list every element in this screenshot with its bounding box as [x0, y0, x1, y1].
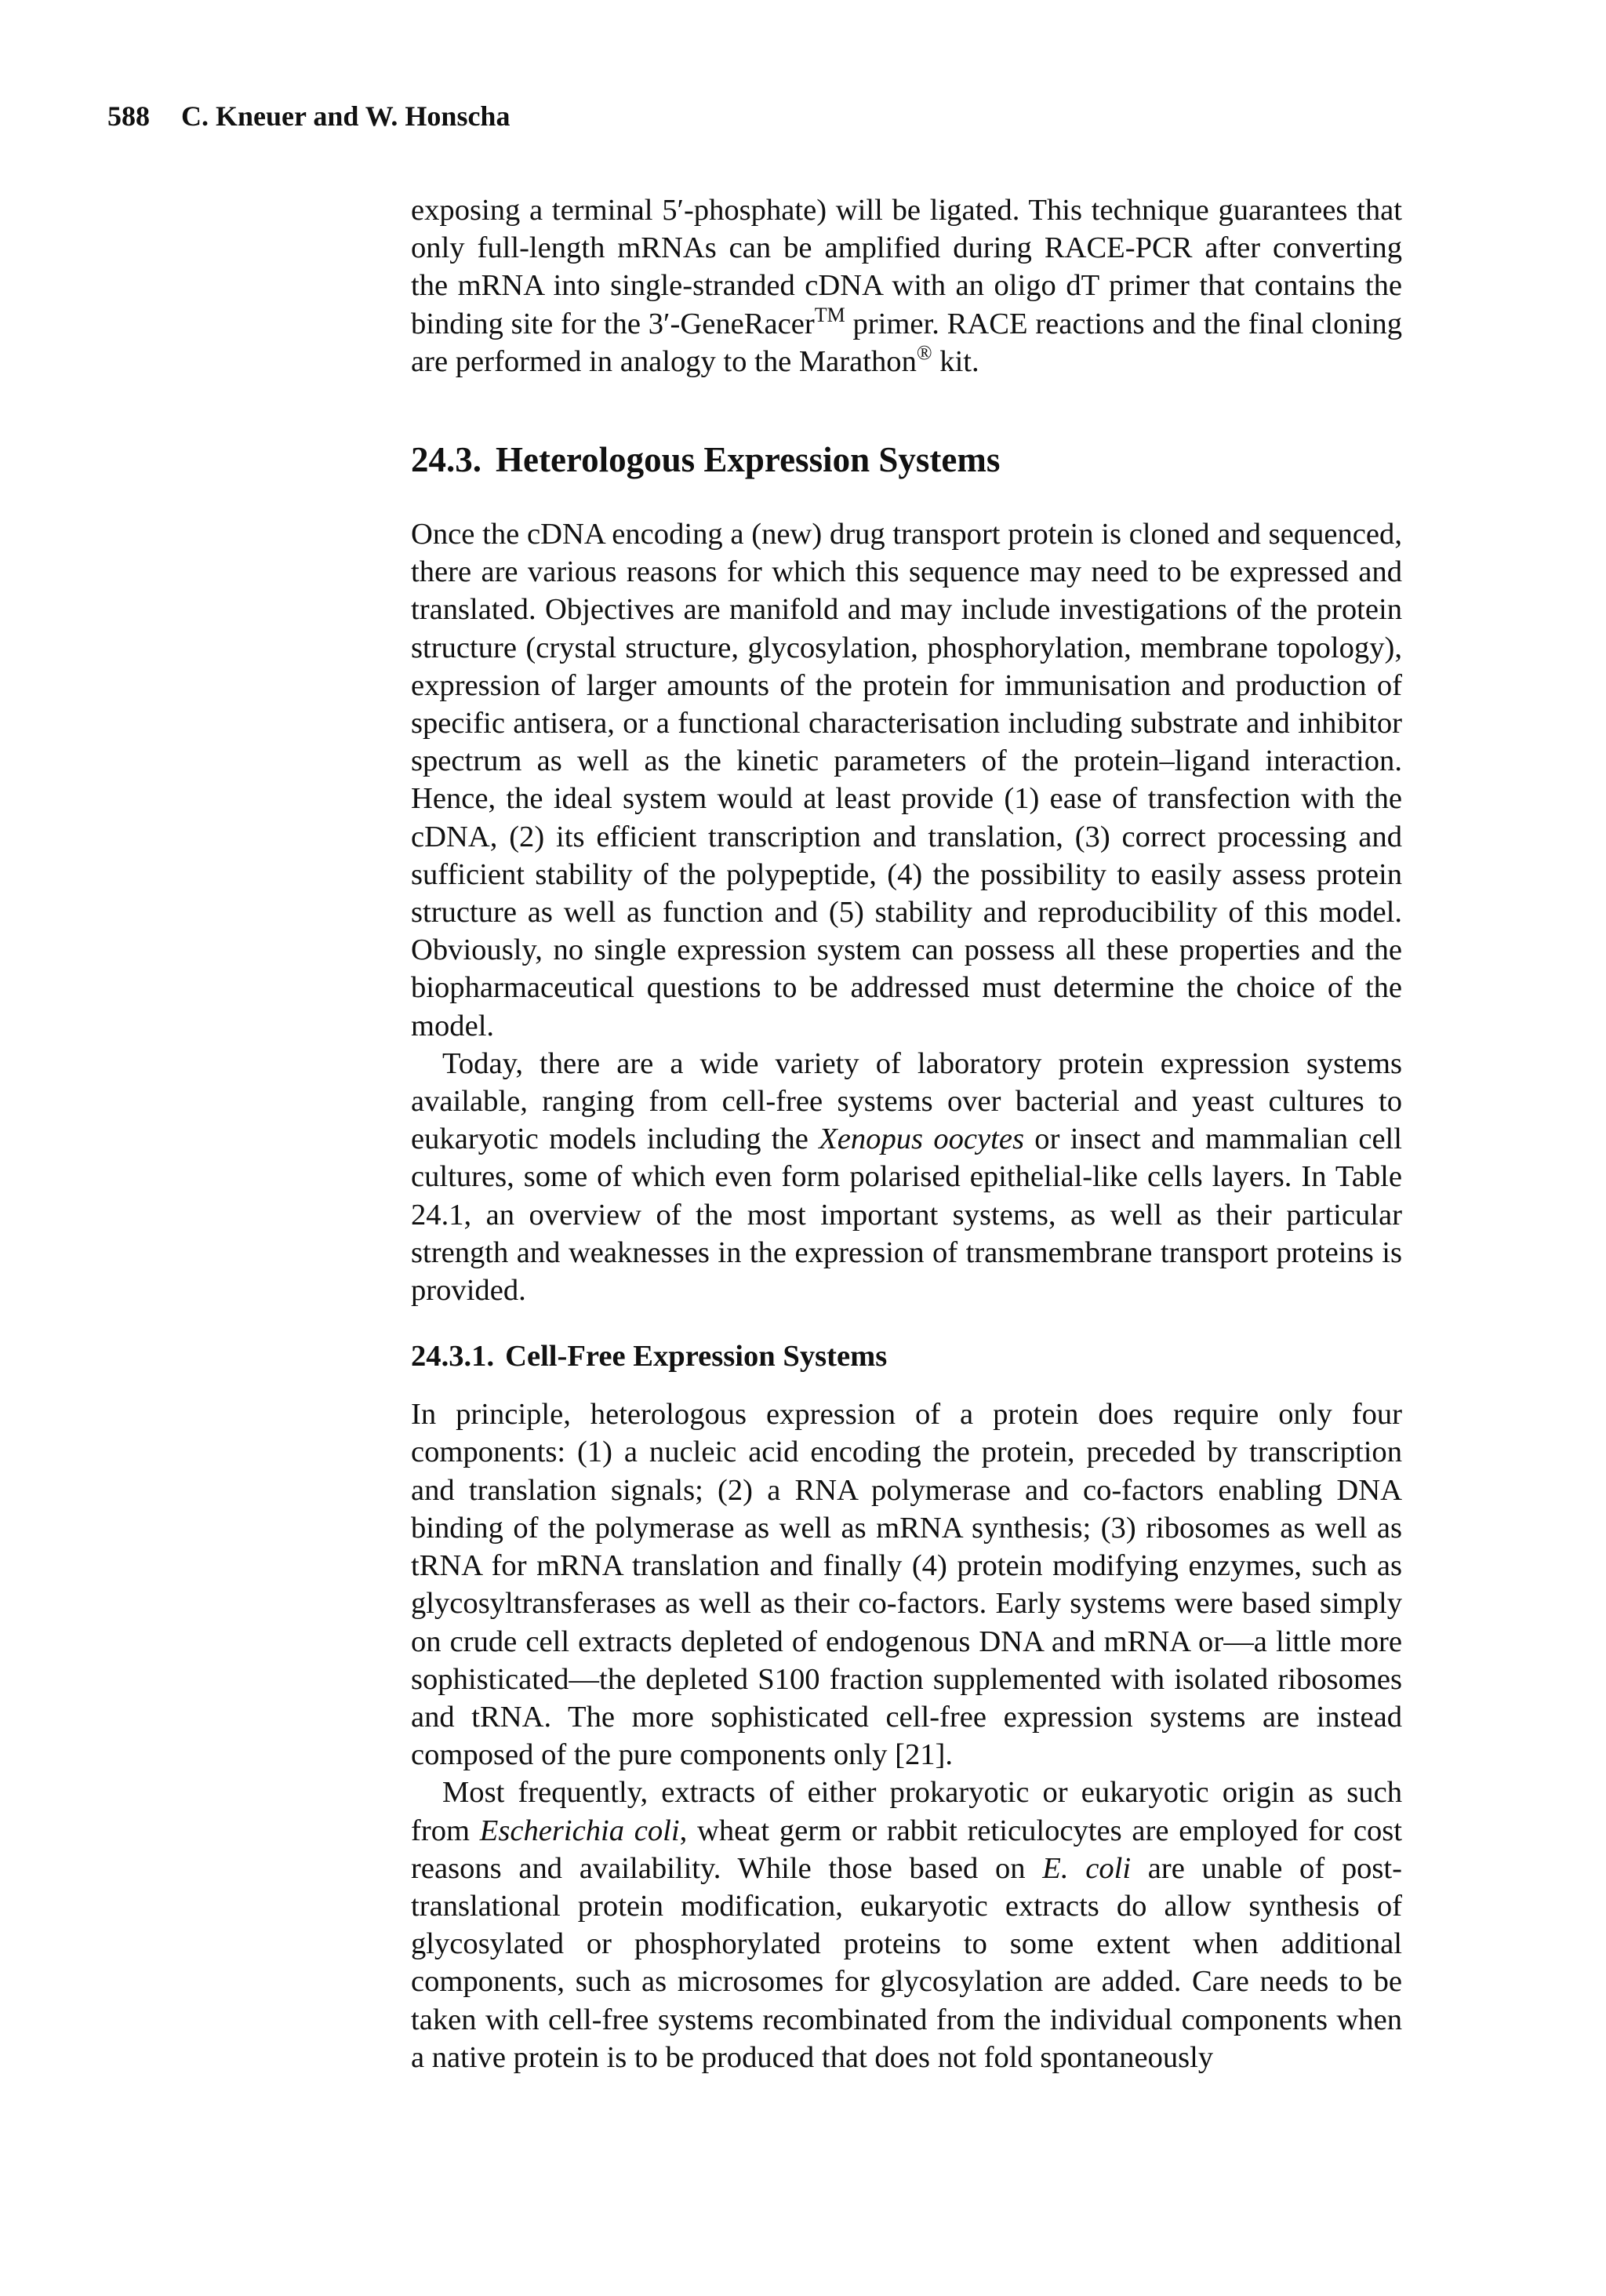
running-head [107, 100, 510, 133]
subsection-number: 24.3.1. [411, 1340, 495, 1374]
text-run: primer. RACE reactions and the final cloning are performed in analogy to the Marathon [411, 307, 1403, 378]
paragraph-continued [411, 191, 1402, 380]
text-run: , wheat germ or rabbit reticulocytes are employed for cost reasons and availability. While those based on [411, 1814, 1402, 1885]
text-run: Most frequently, extracts of either prokaryotic or eukaryotic origin as such from [411, 1776, 1402, 1847]
paragraph [411, 1774, 1402, 2076]
paragraph: Once the cDNA encoding a (new) drug transport protein is cloned and sequenced, there are various reasons for which this sequence may need to be expressed and translated. Objectives are manifold and may include investigations of the protein structure (crystal structure, glycosylation, phosphorylation, membrane topology), expression of larger amounts of the protein for immunisation and production of specific antisera, or a functional characterisation including substrate and inhibitor spectrum as well as the kinetic parameters of the protein–ligand interaction. Hence, the ideal system would at least provide (1) ease of transfection with the cDNA, (2) its efficient transcription and translation, (3) correct processing and sufficient stability of the polypeptide, (4) the possibility to easily assess protein structure as well as function and (5) stability and reproducibility of this model. Obviously, no single expression system can possess all these properties and the biopharmaceutical questions to be addressed must determine the choice of the model. [411, 518, 1402, 1042]
italic-term: E. coli [1042, 1851, 1132, 1885]
body-text [411, 191, 1402, 2076]
trademark-superscript: TM [814, 303, 845, 326]
italic-term: Xenopus oocytes [819, 1123, 1025, 1156]
page-number: 588 [107, 100, 150, 132]
italic-term: Escherichia coli [479, 1814, 680, 1847]
section-heading [411, 438, 1402, 481]
text-run: kit. [932, 344, 979, 378]
section-title: Heterologous Expression Systems [496, 440, 1001, 480]
registered-superscript: ® [916, 340, 932, 364]
paragraph [411, 1045, 1402, 1309]
subsection-heading [411, 1337, 1402, 1375]
text-run: exposing a terminal 5′-phosphate) will be ligated. This technique guarantees that only full-length mRNAs can be amplified during RACE-PCR after converting the mRNA into single-stranded cDNA with an oligo dT primer that contains the binding site for the 3′-GeneRacer [411, 194, 1402, 340]
author-line: C. Kneuer and W. Honscha [181, 100, 511, 132]
subsection-title: Cell-Free Expression Systems [505, 1340, 888, 1374]
text-run: Today, there are a wide variety of laboratory protein expression systems available, ranging from cell-free systems over bacterial and yeast cultures to eukaryotic models including the [411, 1046, 1402, 1156]
section-number: 24.3. [411, 440, 481, 480]
text-run: are unable of post-translational protein modification, eukaryotic extracts do allow synthesis of glycosylated or phosphorylated proteins to some extent when additional components, such as microsomes for glycosylation are added. Care needs to be taken with cell-free systems recombinated from the individual components when a native protein is to be produced that does not fold spontaneously [411, 1851, 1403, 2074]
text-run: or insect and mammalian cell cultures, some of which even form polarised epithelial-like cells layers. In Table 24.1, an overview of the most important systems, as well as their particular strength and weaknesses in the expression of transmembrane transport proteins is provided. [411, 1123, 1402, 1308]
paragraph: In principle, heterologous expression of a protein does require only four components: (1) a nucleic acid encoding the protein, preceded by transcription and translation signals; (2) a RNA polymerase and co-factors enabling DNA binding of the polymerase as well as mRNA synthesis; (3) ribosomes as well as tRNA for mRNA translation and finally (4) protein modifying enzymes, such as glycosyltransferases as well as their co-factors. Early systems were based simply on crude cell extracts depleted of endogenous DNA and mRNA or—a little more sophisticated—the depleted S100 fraction supplemented with isolated ribosomes and tRNA. The more sophisticated cell-free expression systems are instead composed of the pure components only [21]. [411, 1398, 1402, 1772]
